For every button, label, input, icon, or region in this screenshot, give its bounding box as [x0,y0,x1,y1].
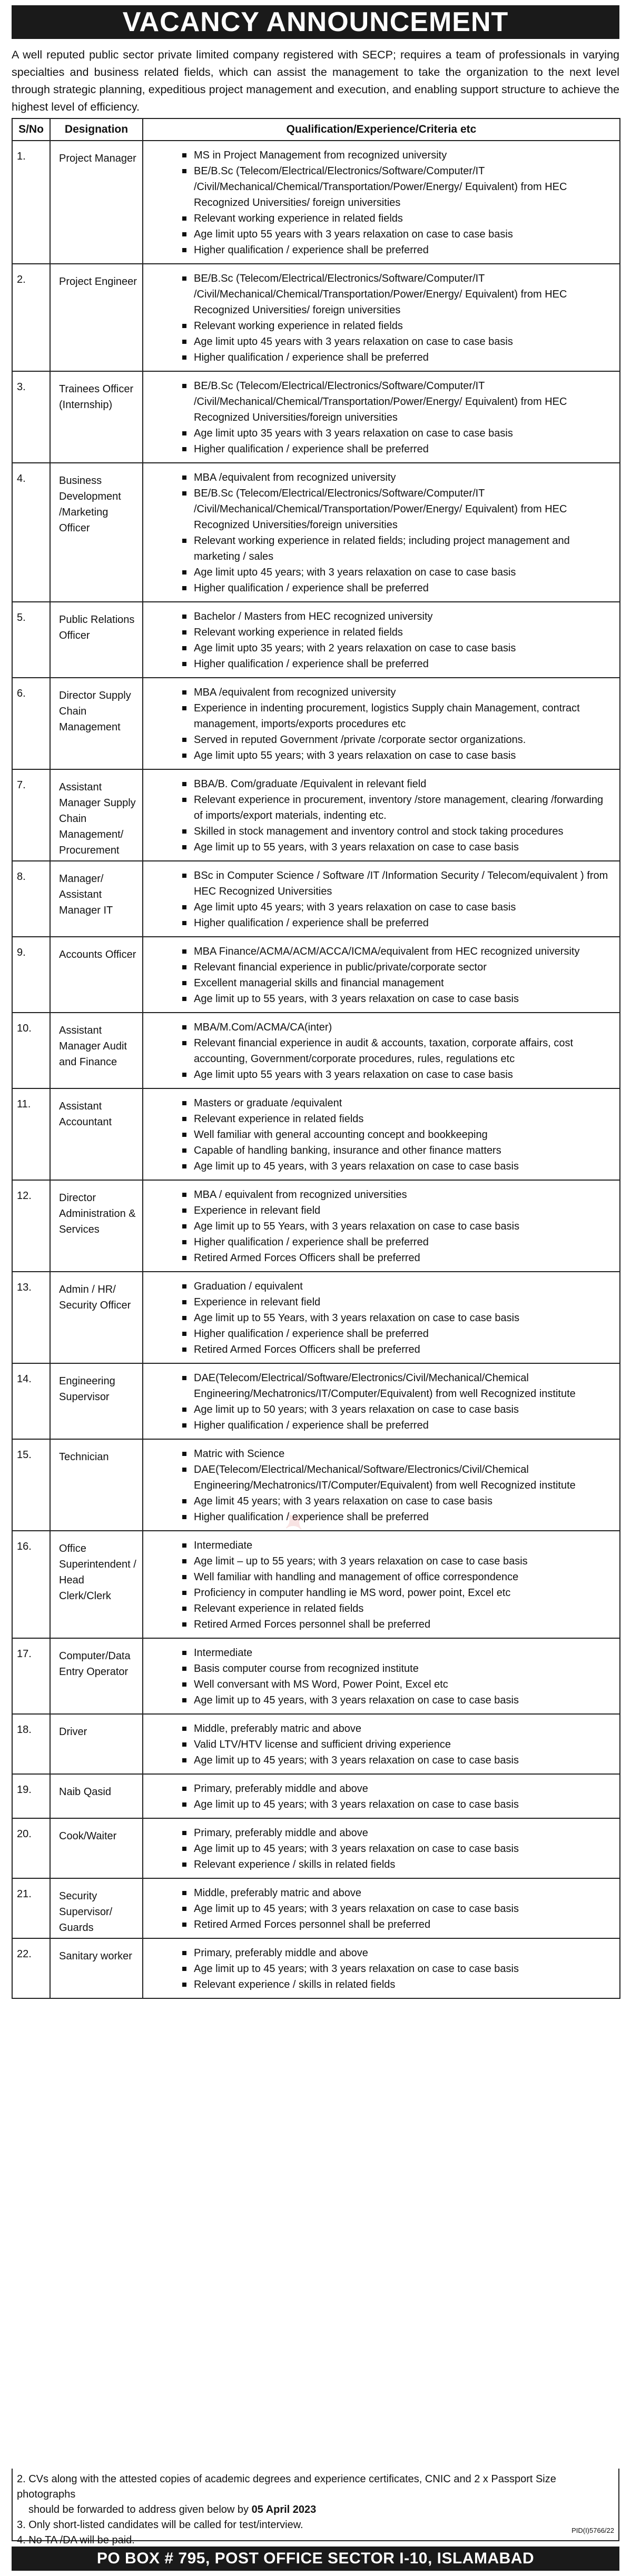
table-row [12,1180,620,1272]
qualification-item: Age limit up to 45 years; with 3 years relaxation on case to case basis [147,1901,614,1917]
qualification-item: Capable of handling banking, insurance and other finance matters [147,1143,614,1158]
designation: Assistant Accountant [50,1088,143,1180]
qualification-cell [143,1714,620,1774]
qualification-item: Age limit up to 45 years; with 3 years relaxation on case to case basis [147,1752,614,1768]
table-row [12,1774,620,1818]
qualification-item: Excellent managerial skills and financial management [147,975,614,991]
table-row [12,1878,620,1938]
qualification-item: Age limit upto 35 years with 3 years relaxation on case to case basis [147,425,614,441]
qualification-item: Relevant experience in procurement, inventory /store management, clearing /forwarding of imports/export materials, indenting etc. [147,792,614,824]
designation: Technician [50,1439,143,1531]
table-row [12,371,620,463]
qualification-item: Matric with Science [147,1446,614,1462]
serial-number: 17. [12,1638,50,1714]
serial-number: 21. [12,1878,50,1938]
table-row [12,861,620,937]
qualification-item: MBA/M.Com/ACMA/CA(inter) [147,1019,614,1035]
qualification-list [147,1885,614,1933]
note-3: 3. Only short-listed candidates will be called for test/interview. [17,2519,303,2531]
qualification-item: Age limit 45 years; with 3 years relaxation on case to case basis [147,1493,614,1509]
serial-number: 19. [12,1774,50,1818]
table-row [12,1638,620,1714]
qualification-list [147,868,614,931]
qualification-item: Age limit upto 35 years; with 2 years relaxation on case to case basis [147,640,614,656]
qualification-list [147,1446,614,1525]
qualification-cell [143,1531,620,1638]
note-4: 4. No TA /DA will be paid. [17,2534,135,2546]
table-row [12,141,620,264]
qualification-item: Experience in relevant field [147,1203,614,1218]
table-row [12,463,620,602]
qualification-item: Intermediate [147,1538,614,1553]
qualification-item: Age limit up to 50 years; with 3 years relaxation on case to case basis [147,1402,614,1418]
qualification-item: Relevant working experience in related fields [147,318,614,334]
qualification-item: Middle, preferably matric and above [147,1721,614,1737]
qualification-item: Retired Armed Forces Officers shall be preferred [147,1342,614,1358]
qualification-item: Bachelor / Masters from HEC recognized university [147,609,614,625]
qualification-item: Age limit upto 55 years; with 3 years relaxation on case to case basis [147,748,614,764]
qualification-cell [143,371,620,463]
designation: Manager/ Assistant Manager IT [50,861,143,937]
qualification-item: Relevant experience in related fields [147,1111,614,1127]
designation: Security Supervisor/ Guards [50,1878,143,1938]
column-header-designation: Designation [50,118,143,141]
qualification-cell [143,141,620,264]
qualification-cell [143,1818,620,1878]
qualification-item: MBA Finance/ACMA/ACM/ACCA/ICMA/equivalent from HEC recognized university [147,944,614,959]
qualification-cell [143,937,620,1013]
qualification-item: Age limit – up to 55 years; with 3 years relaxation on case to case basis [147,1553,614,1569]
note-2 [17,2472,613,2502]
serial-number: 12. [12,1180,50,1272]
table-row [12,1531,620,1638]
qualification-item: Served in reputed Government /private /corporate sector organizations. [147,732,614,748]
serial-number: 9. [12,937,50,1013]
vacancy-table-body [12,141,620,1998]
serial-number: 5. [12,602,50,678]
qualification-item: Masters or graduate /equivalent [147,1095,614,1111]
qualification-cell [143,1013,620,1088]
designation: Accounts Officer [50,937,143,1013]
qualification-cell [143,1363,620,1439]
qualification-item: DAE(Telecom/Electrical/Mechanical/Software/Electronics/Civil/Chemical Engineering/Mechatronics/IT/Computer/Equivalent) from well Recognized institute [147,1462,614,1493]
qualification-list [147,685,614,764]
designation: Director Administration & Services [50,1180,143,1272]
note-2-cont-text: should be forwarded to address given below by [28,2504,249,2515]
qualification-cell [143,1938,620,1998]
serial-number: 10. [12,1013,50,1088]
qualification-item: MS in Project Management from recognized university [147,147,614,163]
table-row [12,1363,620,1439]
qualification-item: Basis computer course from recognized institute [147,1661,614,1677]
qualification-item: Age limit upto 45 years; with 3 years relaxation on case to case basis [147,564,614,580]
serial-number: 13. [12,1272,50,1363]
designation: Public Relations Officer [50,602,143,678]
column-header-sno: S/No [12,118,50,141]
qualification-list [147,609,614,672]
qualification-item: Relevant experience / skills in related fields [147,1857,614,1872]
serial-number: 20. [12,1818,50,1878]
qualification-item: Primary, preferably middle and above [147,1825,614,1841]
qualification-item: Relevant financial experience in public/private/corporate sector [147,959,614,975]
qualification-list [147,1945,614,1993]
qualification-item: Relevant experience / skills in related fields [147,1977,614,1993]
designation: Cook/Waiter [50,1818,143,1878]
qualification-item: Age limit upto 55 years with 3 years relaxation on case to case basis [147,226,614,242]
qualification-cell [143,1878,620,1938]
qualification-item: Well familiar with handling and management of office correspondence [147,1569,614,1585]
qualification-cell [143,602,620,678]
qualification-item: Higher qualification / experience shall be preferred [147,350,614,365]
serial-number: 1. [12,141,50,264]
qualification-item: Age limit up to 45 years; with 3 years relaxation on case to case basis [147,1797,614,1812]
serial-number: 6. [12,678,50,769]
qualification-item: Age limit up to 55 years, with 3 years relaxation on case to case basis [147,839,614,855]
table-header-row [12,118,620,141]
pid-number: PID(I)5766/22 [571,2527,614,2534]
qualification-item: Age limit up to 45 years, with 3 years relaxation on case to case basis [147,1692,614,1708]
table-row [12,1714,620,1774]
qualification-cell [143,678,620,769]
qualification-item: Higher qualification / experience shall be preferred [147,441,614,457]
table-row [12,937,620,1013]
designation: Driver [50,1714,143,1774]
qualification-list [147,776,614,855]
qualification-list [147,1721,614,1768]
page-title: VACANCY ANNOUNCEMENT [12,5,619,39]
qualification-item: Age limit up to 55 years, with 3 years relaxation on case to case basis [147,991,614,1007]
designation: Assistant Manager Audit and Finance [50,1013,143,1088]
qualification-item: Skilled in stock management and inventory control and stock taking procedures [147,824,614,839]
qualification-item: Age limit upto 55 years with 3 years relaxation on case to case basis [147,1067,614,1083]
qualification-list [147,1019,614,1083]
qualification-item: Proficiency in computer handling ie MS word, power point, Excel etc [147,1585,614,1601]
qualification-item: BE/B.Sc (Telecom/Electrical/Electronics/Software/Computer/IT /Civil/Mechanical/Chemical/Transportation/Power/Energy/ Equivalent) from HEC Recognized Universities/foreign universities [147,378,614,425]
qualification-cell [143,264,620,371]
serial-number: 15. [12,1439,50,1531]
qualification-list [147,1370,614,1433]
qualification-item: Relevant financial experience in audit & accounts, taxation, corporate affairs, cost accounting, Government/corporate procedures, rules, regulations etc [147,1035,614,1067]
qualification-item: DAE(Telecom/Electrical/Software/Electronics/Civil/Mechanical/Chemical Engineering/Mechatronics/IT/Computer/Equivalent) from well Recognized institute [147,1370,614,1402]
serial-number: 2. [12,264,50,371]
qualification-item: Well familiar with general accounting concept and bookkeeping [147,1127,614,1143]
designation: Director Supply Chain Management [50,678,143,769]
qualification-item: Higher qualification / experience shall be preferred [147,1509,614,1525]
table-row [12,678,620,769]
qualification-item: Higher qualification / experience shall be preferred [147,1418,614,1433]
designation: Business Development /Marketing Officer [50,463,143,602]
designation: Admin / HR/ Security Officer [50,1272,143,1363]
footer-address: PO BOX # 795, POST OFFICE SECTOR I-10, ISLAMABAD [12,2547,619,2571]
table-row [12,1088,620,1180]
qualification-item: Age limit upto 45 years; with 3 years relaxation on case to case basis [147,899,614,915]
serial-number: 8. [12,861,50,937]
serial-number: 7. [12,769,50,861]
table-row [12,1818,620,1878]
qualification-item: Relevant working experience in related fields [147,625,614,640]
qualification-item: Retired Armed Forces personnel shall be preferred [147,1617,614,1632]
qualification-list [147,1095,614,1174]
qualification-item: Primary, preferably middle and above [147,1781,614,1797]
qualification-item: Retired Armed Forces Officers shall be preferred [147,1250,614,1266]
table-row [12,1013,620,1088]
qualification-item: Relevant working experience in related fields [147,211,614,226]
qualification-item: Middle, preferably matric and above [147,1885,614,1901]
qualification-item: Higher qualification / experience shall be preferred [147,242,614,258]
qualification-item: Higher qualification / experience shall be preferred [147,580,614,596]
note-2-deadline: 05 April 2023 [251,2504,317,2515]
qualification-item: Age limit up to 45 years; with 3 years relaxation on case to case basis [147,1961,614,1977]
qualification-item: Primary, preferably middle and above [147,1945,614,1961]
qualification-item: Experience in relevant field [147,1294,614,1310]
serial-number: 4. [12,463,50,602]
qualification-cell [143,1774,620,1818]
qualification-item: BE/B.Sc (Telecom/Electrical/Electronics/Software/Computer/IT /Civil/Mechanical/Chemical/Transportation/Power/Energy/ Equivalent) from HEC Recognized Universities/ foreign universities [147,163,614,211]
qualification-cell [143,769,620,861]
qualification-item: Well conversant with MS Word, Power Point, Excel etc [147,1677,614,1692]
qualification-list [147,271,614,365]
table-row [12,1272,620,1363]
qualification-item: Age limit up to 55 Years, with 3 years relaxation on case to case basis [147,1310,614,1326]
qualification-item: Age limit up to 45 years, with 3 years relaxation on case to case basis [147,1158,614,1174]
qualification-item: BE/B.Sc (Telecom/Electrical/Electronics/Software/Computer/IT /Civil/Mechanical/Chemical/Transportation/Power/Energy/ Equivalent) from HEC Recognized Universities/ foreign universities [147,271,614,318]
qualification-item: Relevant working experience in related fields; including project management and marketing / sales [147,533,614,564]
notes-section [12,2469,619,2546]
qualification-item: Higher qualification / experience shall be preferred [147,915,614,931]
qualification-item: Age limit upto 45 years with 3 years relaxation on case to case basis [147,334,614,350]
qualification-list [147,1645,614,1708]
qualification-item: Age limit up to 55 Years, with 3 years relaxation on case to case basis [147,1218,614,1234]
table-row [12,769,620,861]
serial-number: 14. [12,1363,50,1439]
qualification-item: BBA/B. Com/graduate /Equivalent in relevant field [147,776,614,792]
qualification-item: BSc in Computer Science / Software /IT /Information Security / Telecom/equivalent ) from HEC Recognized Universities [147,868,614,899]
designation: Trainees Officer (Internship) [50,371,143,463]
table-row [12,264,620,371]
serial-number: 3. [12,371,50,463]
serial-number: 16. [12,1531,50,1638]
qualification-item: Relevant experience in related fields [147,1601,614,1617]
qualification-list [147,378,614,457]
qualification-list [147,1781,614,1812]
designation: Computer/Data Entry Operator [50,1638,143,1714]
note-2-text: 2. CVs along with the attested copies of academic degrees and experience certificates, CNIC and 2 x Passport Size photographs [17,2473,556,2500]
qualification-item: Intermediate [147,1645,614,1661]
qualification-item: MBA /equivalent from recognized university [147,470,614,486]
watermark: ✦ [275,1502,314,1542]
qualification-list [147,1825,614,1872]
qualification-cell [143,861,620,937]
qualification-cell [143,463,620,602]
qualification-cell [143,1180,620,1272]
designation: Sanitary worker [50,1938,143,1998]
designation: Project Manager [50,141,143,264]
qualification-item: MBA /equivalent from recognized university [147,685,614,700]
table-row [12,1938,620,1998]
qualification-list [147,1279,614,1358]
qualification-list [147,944,614,1007]
serial-number: 18. [12,1714,50,1774]
qualification-item: Higher qualification / experience shall be preferred [147,1234,614,1250]
designation: Project Engineer [50,264,143,371]
qualification-item: Retired Armed Forces personnel shall be preferred [147,1917,614,1933]
qualification-list [147,147,614,258]
note-2-continuation [17,2502,613,2518]
qualification-item: BE/B.Sc (Telecom/Electrical/Electronics/Software/Computer/IT /Civil/Mechanical/Chemical/Transportation/Power/Energy/ Equivalent) from HEC Recognized Universities/foreign universities [147,486,614,533]
vacancy-table [12,118,620,1999]
table-row [12,602,620,678]
qualification-item: Higher qualification / experience shall be preferred [147,1326,614,1342]
designation: Naib Qasid [50,1774,143,1818]
qualification-item: Age limit up to 45 years; with 3 years relaxation on case to case basis [147,1841,614,1857]
designation: Engineering Supervisor [50,1363,143,1439]
qualification-cell [143,1088,620,1180]
qualification-item: Higher qualification / experience shall be preferred [147,656,614,672]
column-header-qualification: Qualification/Experience/Criteria etc [143,118,620,141]
qualification-cell [143,1272,620,1363]
qualification-list [147,1538,614,1632]
qualification-item: MBA / equivalent from recognized universities [147,1187,614,1203]
qualification-item: Valid LTV/HTV license and sufficient driving experience [147,1737,614,1752]
intro-paragraph: A well reputed public sector private limited company registered with SECP; requires a team of professionals in varying specialties and business related fields, which can assist the management to take the organization to the next level through strategic planning, expeditious project management and execution, and enabling support structure to achieve the highest level of efficiency. [12,48,619,113]
qualification-cell [143,1638,620,1714]
qualification-cell [143,1439,620,1531]
qualification-item: Graduation / equivalent [147,1279,614,1294]
designation: Assistant Manager Supply Chain Management/ Procurement [50,769,143,861]
serial-number: 22. [12,1938,50,1998]
qualification-list [147,1187,614,1266]
serial-number: 11. [12,1088,50,1180]
qualification-list [147,470,614,596]
designation: Office Superintendent / Head Clerk/Clerk [50,1531,143,1638]
qualification-item: Experience in indenting procurement, logistics Supply chain Management, contract management, imports/exports procedures etc [147,700,614,732]
